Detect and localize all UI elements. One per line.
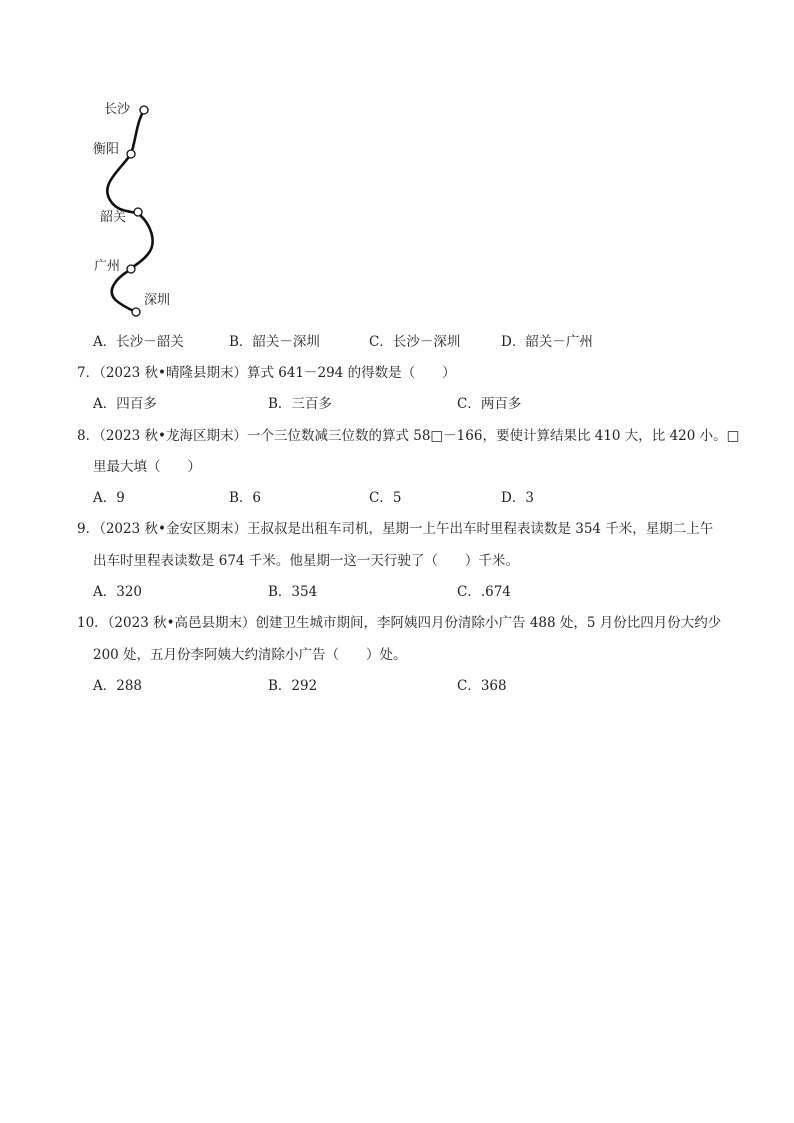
- q9-option-b[interactable]: B．354: [268, 584, 318, 600]
- q6-option-b[interactable]: B．韶关－深圳: [229, 334, 320, 350]
- q8-stem-line2: 里最大填（ ）: [93, 459, 201, 475]
- q7-option-a[interactable]: A．四百多: [93, 396, 157, 412]
- q7-option-b[interactable]: B．三百多: [268, 396, 332, 412]
- route-map-figure: [88, 92, 198, 322]
- q6-option-a[interactable]: A．长沙－韶关: [93, 334, 184, 350]
- q6-option-c[interactable]: C．长沙－深圳: [369, 334, 461, 350]
- q9-stem-line2: 出车时里程表读数是 674 千米。他星期一这一天行驶了（ ）千米。: [93, 553, 519, 569]
- q10-option-c[interactable]: C．368: [457, 678, 507, 694]
- city-label-hengyang: 衡阳: [93, 142, 120, 157]
- q10-option-b[interactable]: B．292: [268, 678, 318, 694]
- q8-option-d[interactable]: D．3: [501, 490, 534, 506]
- q8-stem-line1: 8．（2023 秋•龙海区期末）一个三位数减三位数的算式 58□－166，要使计算结果比 410 大，比 420 小。□: [77, 428, 740, 444]
- q9-stem-line1: 9．（2023 秋•金安区期末）王叔叔是出租车司机，星期一上午出车时里程表读数是 354 千米，星期二上午: [77, 521, 714, 537]
- city-label-changsha: 长沙: [104, 102, 131, 117]
- city-node-changsha: [140, 106, 148, 114]
- city-label-shaoguan: 韶关: [100, 210, 127, 225]
- q10-stem-line2: 200 处，五月份李阿姨大约清除小广告（ ）处。: [93, 647, 407, 663]
- q9-option-a[interactable]: A．320: [93, 584, 143, 600]
- city-label-guangzhou: 广州: [94, 259, 121, 274]
- q8-option-b[interactable]: B．6: [229, 490, 262, 506]
- city-node-hengyang: [127, 150, 135, 158]
- city-node-shenzhen: [132, 308, 140, 316]
- q10-option-a[interactable]: A．288: [93, 678, 143, 694]
- city-node-shaoguan: [134, 208, 142, 216]
- q8-option-a[interactable]: A．9: [93, 490, 125, 506]
- q7-option-c[interactable]: C．两百多: [457, 396, 522, 412]
- q9-option-c[interactable]: C．.674: [457, 584, 511, 600]
- city-node-guangzhou: [127, 265, 135, 273]
- q10-stem-line1: 10．（2023 秋•高邑县期末）创建卫生城市期间，李阿姨四月份清除小广告 488 处，5 月份比四月份大约少: [77, 615, 722, 631]
- city-label-shenzhen: 深圳: [144, 293, 171, 308]
- q8-option-c[interactable]: C．5: [369, 490, 402, 506]
- q7-stem: 7．（2023 秋•晴隆县期末）算式 641－294 的得数是（ ）: [77, 365, 456, 381]
- q6-option-d[interactable]: D．韶关－广州: [501, 334, 593, 350]
